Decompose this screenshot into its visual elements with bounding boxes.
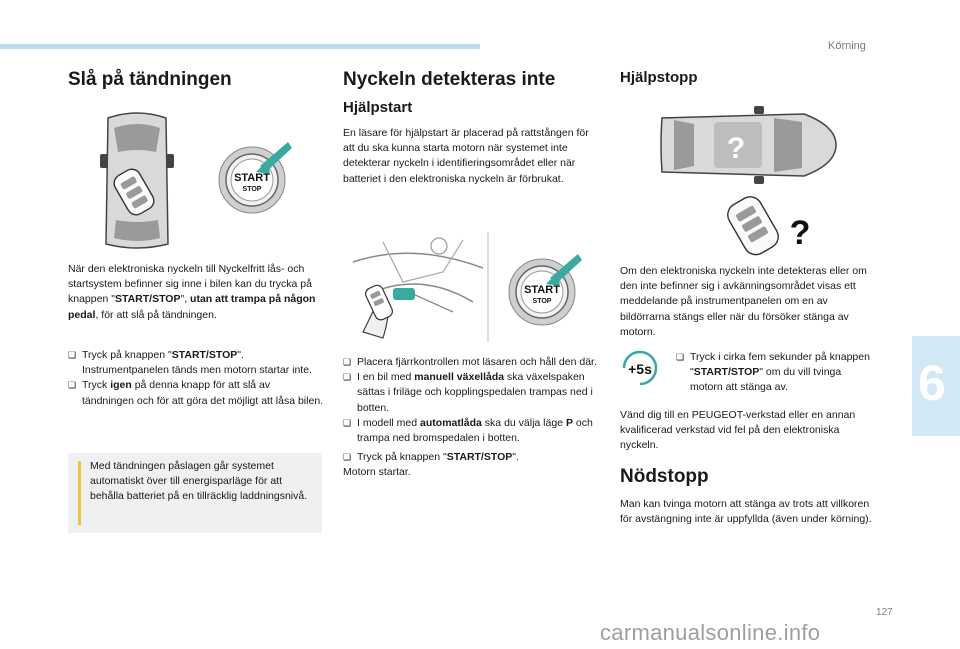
info-note-text: Med tändningen påslagen går systemet automatiskt över till energisparläge för att behålla batteriet på en tillräcklig laddningsnivå.: [90, 460, 308, 502]
backup-start-steps: [343, 355, 598, 481]
title-key-not-detected: Nyckeln detekteras inte: [343, 69, 556, 90]
info-note: [68, 453, 322, 533]
page-number: 127: [876, 607, 893, 618]
checkbox-bullet-icon: ❑: [676, 352, 685, 362]
list-item: ❑ Tryck i cirka fem sekunder på knappen "START/STOP" om du vill tvinga motorn att stänga av.: [676, 350, 876, 396]
start-stop-button-illustration-2: [506, 252, 586, 332]
list-item: ❑ Placera fjärrkontrollen mot läsaren och håll den där.: [343, 355, 598, 370]
svg-text:?: ?: [789, 214, 811, 252]
turn-on-intro: När den elektroniska nyckeln till Nyckelfritt lås- och startsystem befinner sig inne i bilen kan du trycka på knappen "START/STOP", utan att trampa på någon pedal, för att slå på tändningen.: [68, 263, 316, 321]
key-question-illustration: [720, 192, 816, 256]
list-item: ❑ I modell med automatlåda ska du välja läge P och trampa ned bromspedalen i botten.: [343, 416, 598, 446]
checkbox-bullet-icon: ❑: [343, 372, 352, 383]
backup-stop-step: [676, 350, 876, 396]
title-emergency-stop: Nödstopp: [620, 466, 709, 487]
checkbox-bullet-icon: ❑: [343, 417, 352, 428]
checkbox-bullet-icon: ❑: [343, 357, 352, 367]
backup-start-intro: En läsare för hjälpstart är placerad på rattstången för att du ska kunna starta motorn när systemet inte detekterar nyckeln i identifieringsområdet eller när batteriet i den elektroniska nyckeln är förbrukat.: [343, 127, 589, 185]
svg-text:STOP: STOP: [532, 298, 552, 305]
watermark: carmanualsonline.info: [600, 620, 821, 645]
checkbox-bullet-icon: ❑: [68, 350, 77, 360]
workshop-contact-text: Vänd dig till en PEUGEOT-verkstad eller en annan kvalificerad verkstad vid fel på den elektroniska nyckeln.: [620, 409, 856, 452]
list-item: ❑ Tryck på knappen "START/STOP".: [343, 450, 598, 465]
chapter-number: 6: [918, 355, 946, 411]
car-question-illustration: [654, 104, 840, 186]
section-name: Körning: [828, 40, 866, 52]
list-item: ❑ Tryck på knappen "START/STOP". Instrumentpanelen tänds men motorn startar inte.: [68, 348, 324, 378]
car-key-inside-illustration: [96, 108, 178, 254]
engine-starts-text: Motorn startar.: [343, 466, 411, 479]
svg-text:START: START: [524, 284, 560, 296]
emergency-stop-text: Man kan tvinga motorn att stänga av trots att villkoren för avstängning inte är uppfyllda (även under körning).: [620, 498, 872, 526]
svg-text:STOP: STOP: [242, 186, 262, 193]
backup-stop-intro: Om den elektroniska nyckeln inte detekteras eller om den inte befinner sig i avkänningsområdet visas ett meddelande på instrumentpanelen om en av bildörrarna stängs eller när du försöker stänga av motorn.: [620, 265, 867, 338]
header-bar: [0, 44, 480, 49]
checkbox-bullet-icon: ❑: [68, 380, 77, 391]
list-item: ❑ Tryck igen på denna knapp för att slå av tändningen och för att göra det möjligt att låsa bilen.: [68, 378, 324, 408]
svg-text:+5s: +5s: [628, 361, 652, 377]
svg-text:?: ?: [726, 132, 746, 165]
steering-column-reader-illustration: [343, 232, 489, 342]
checkbox-bullet-icon: ❑: [343, 452, 352, 463]
timer-icon: [618, 350, 662, 386]
list-item: ❑ I en bil med manuell växellåda ska växelspaken sättas i friläge och kopplingspedalen trampas ned i botten.: [343, 370, 598, 416]
subtitle-backup-start: Hjälpstart: [343, 99, 413, 116]
title-turn-on-ignition: Slå på tändningen: [68, 69, 232, 90]
info-marker-icon: [78, 461, 81, 525]
start-stop-button-illustration: [216, 140, 296, 220]
subtitle-backup-stop: Hjälpstopp: [620, 69, 698, 86]
turn-on-steps: [68, 348, 324, 409]
svg-text:START: START: [234, 172, 270, 184]
